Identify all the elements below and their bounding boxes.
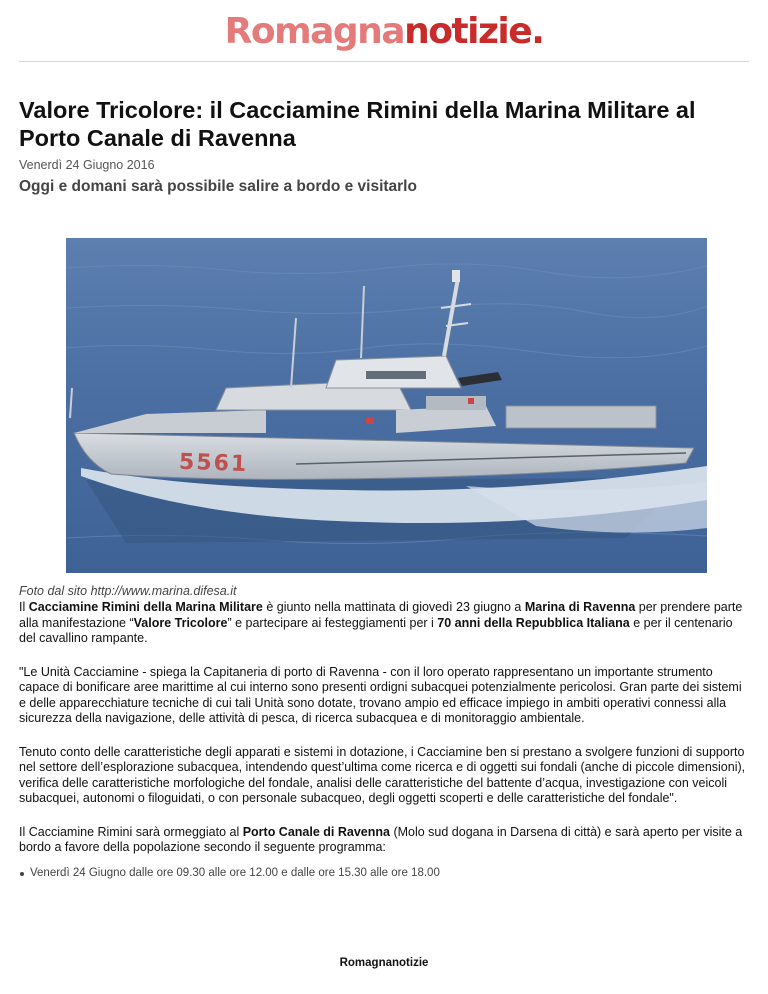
photo-caption: Foto dal sito http://www.marina.difesa.it [19, 584, 237, 598]
article-title: Valore Tricolore: il Cacciamine Rimini della Marina Militare al Porto Canale di Ravenna [19, 97, 696, 151]
minehunter-ship-photo [66, 238, 707, 573]
bold-location: Marina di Ravenna [524, 600, 636, 614]
bold-event-name: Valore Tricolore [133, 615, 228, 630]
text-run: ” e partecipare ai festeggiamenti per i [227, 615, 438, 630]
hull-number: 5561 [178, 449, 249, 478]
header-divider [19, 61, 749, 62]
text-run: è giunto nella mattinata di giovedì 23 giugno a [262, 600, 525, 614]
footer-site-name: Romagnanotizie [339, 957, 429, 969]
bold-anniversary: 70 anni della Repubblica Italiana [437, 615, 630, 630]
article-paragraph-3: Tenuto conto delle caratteristiche degli apparati e sistemi in dotazione, i Cacciamine ben si prestano a svolgere funzioni di supporto nel settore dell’esplorazione subacquea, intendendo quest’ultima come ricerca e di oggetti sui fondali (anche di piccole dimensioni), verifica delle caratteristiche morfologiche del fondale, analisi delle caratteristiche del battente d’acqua, investigazione con veicoli subacquei, autonomi o filoguidati, o con personale subacqueo, degli oggetti scoperti e delle caratteristiche del fondale". [19, 744, 746, 805]
article-photo [66, 238, 707, 573]
article-paragraph-4 [19, 825, 749, 856]
logo-dot: . [531, 11, 544, 52]
logo-text-romagna: Romagna [224, 11, 405, 52]
text-run: Il [19, 600, 29, 614]
text-run: e per il centenario del cavallino rampante. [19, 615, 733, 645]
list-item: Venerdì 24 Giugno dalle ore 09.30 alle ore 12.00 e dalle ore 15.30 alle ore 18.00 [19, 866, 749, 882]
text-run: (Molo sud dogana in Darsena di città) e sarà aperto per visite a bordo a favore della popolazione secondo il seguente programma: [19, 824, 743, 854]
visit-schedule-list [19, 866, 749, 882]
text-run: per prendere parte alla manifestazione “ [19, 600, 743, 630]
bold-port-name: Porto Canale di Ravenna [242, 824, 390, 839]
text-run: Il Cacciamine Rimini sarà ormeggiato al [19, 824, 243, 839]
bold-ship-name: Cacciamine Rimini della Marina Militare [28, 600, 263, 614]
article-subtitle: Oggi e domani sarà possibile salire a bordo e visitarlo [19, 178, 417, 195]
masthead [0, 0, 768, 62]
site-logo[interactable] [0, 8, 768, 56]
article-body [19, 600, 749, 881]
logo-text-notizie: notizie [404, 11, 532, 52]
article-date: Venerdì 24 Giugno 2016 [19, 158, 155, 172]
article-paragraph-1 [19, 600, 749, 647]
article-paragraph-2: "Le Unità Cacciamine - spiega la Capitaneria di porto di Ravenna - con il loro operato rappresentano un importante strumento capace di bonificare aree marittime al cui interno sono presenti ordigni subacquei potenzialmente pericolosi. Gran parte dei sistemi e delle apparecchiature tecniche di cui tali Unità sono dotate, trovano ampio ed efficace impiego in ambiti operativi connessi alla sicurezza della navigazione, delle attività di pesca, di ricerca subacquea e di monitoraggio ambientale. [19, 664, 742, 725]
